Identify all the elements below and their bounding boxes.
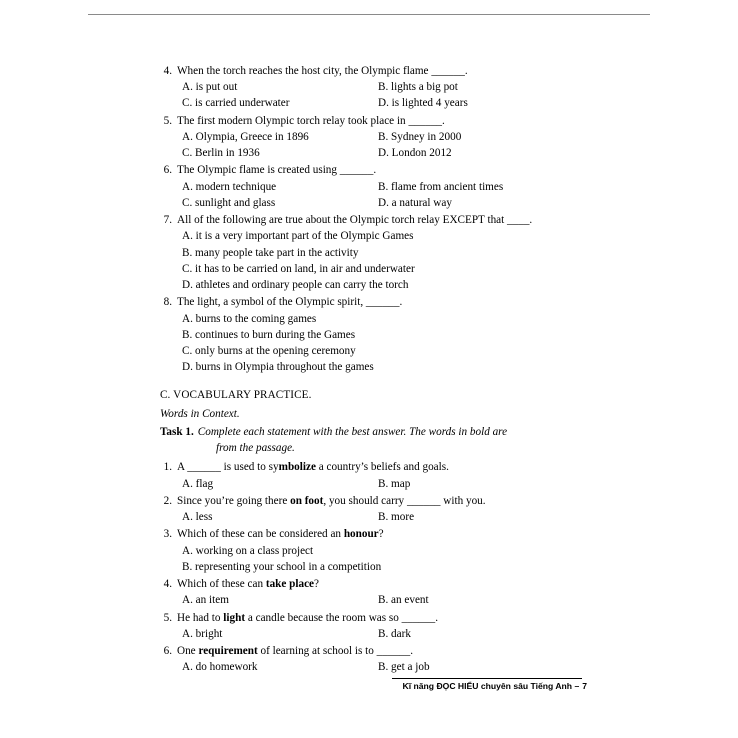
option-b[interactable]: B. an event bbox=[378, 594, 429, 607]
question-number: 5. bbox=[163, 114, 172, 127]
bold-word: light bbox=[223, 611, 246, 624]
question-number: 4. bbox=[163, 65, 172, 77]
question-number: 7. bbox=[163, 214, 172, 227]
footer-text: Kĩ năng ĐỌC HIỂU chuyên sâu Tiếng Anh – bbox=[402, 681, 580, 691]
option-c[interactable]: C. only burns at the opening ceremony bbox=[182, 344, 356, 357]
option-d[interactable]: D. athletes and ordinary people can carry the torch bbox=[182, 279, 409, 292]
option-a[interactable]: A. do homework bbox=[182, 661, 258, 674]
vocab-question-item bbox=[160, 459, 580, 475]
bold-word: requirement bbox=[198, 644, 258, 657]
option-b[interactable]: B. continues to burn during the Games bbox=[182, 328, 356, 341]
question-item bbox=[160, 113, 580, 129]
option-a[interactable]: A. modern technique bbox=[182, 180, 277, 193]
question-item bbox=[160, 162, 580, 178]
option-b[interactable]: B. more bbox=[378, 511, 415, 524]
question-stem: When the torch reaches the host city, the Olympic flame ______. bbox=[177, 65, 468, 77]
question-stem: One requirement of learning at school is to ______. bbox=[177, 644, 414, 657]
option-a[interactable]: A. less bbox=[182, 511, 213, 524]
question-stem: He had to light a candle because the room was so ______. bbox=[177, 611, 438, 624]
bold-word: mbolize bbox=[278, 461, 316, 474]
option-d[interactable]: D. a natural way bbox=[378, 196, 452, 209]
option-a[interactable]: A. burns to the coming games bbox=[182, 312, 317, 325]
option-row bbox=[182, 195, 580, 211]
question-stem: The first modern Olympic torch relay took place in ______. bbox=[177, 114, 445, 127]
vocab-question-item bbox=[160, 493, 580, 509]
question-number: 3. bbox=[163, 528, 172, 541]
option-b[interactable]: B. dark bbox=[378, 627, 411, 640]
vocab-question-item bbox=[160, 610, 580, 626]
question-stem: The light, a symbol of the Olympic spirit, ______. bbox=[177, 296, 403, 309]
footer-divider bbox=[392, 678, 582, 679]
option-b[interactable]: B. representing your school in a competition bbox=[182, 560, 382, 573]
question-number: 1. bbox=[163, 461, 172, 474]
option-c[interactable]: C. is carried underwater bbox=[182, 97, 290, 110]
option-row bbox=[182, 95, 580, 111]
question-number: 6. bbox=[163, 164, 172, 177]
option-b[interactable]: B. map bbox=[378, 477, 411, 490]
task-instruction bbox=[160, 424, 580, 440]
page-content bbox=[160, 62, 580, 675]
option-row bbox=[182, 659, 580, 675]
question-number: 8. bbox=[163, 296, 172, 309]
option-b[interactable]: B. flame from ancient times bbox=[378, 180, 504, 193]
option-d[interactable]: D. London 2012 bbox=[378, 147, 452, 160]
question-number: 5. bbox=[163, 611, 172, 624]
option-d[interactable]: D. burns in Olympia throughout the games bbox=[182, 361, 374, 374]
option-b[interactable]: B. many people take part in the activity bbox=[182, 246, 359, 259]
option-row bbox=[182, 509, 580, 525]
task-label: Task 1. bbox=[160, 425, 194, 438]
option-c[interactable]: C. sunlight and glass bbox=[182, 196, 276, 209]
option-a[interactable]: A. it is a very important part of the Olympic Games bbox=[182, 230, 414, 243]
option-b[interactable]: B. get a job bbox=[378, 661, 430, 674]
option-c[interactable]: C. it has to be carried on land, in air and underwater bbox=[182, 262, 415, 275]
bold-word: honour bbox=[343, 528, 379, 541]
option-row bbox=[182, 129, 580, 145]
option-a[interactable]: A. an item bbox=[182, 594, 229, 607]
bold-word: on foot bbox=[290, 494, 324, 507]
question-stem: Which of these can be considered an honour? bbox=[177, 528, 384, 541]
section-subheading: Words in Context. bbox=[160, 407, 240, 420]
question-stem: Which of these can take place? bbox=[177, 578, 319, 591]
vocab-question-item bbox=[160, 576, 580, 592]
question-item bbox=[160, 212, 580, 228]
option-row bbox=[182, 592, 580, 608]
option-a[interactable]: A. Olympia, Greece in 1896 bbox=[182, 130, 309, 143]
question-item bbox=[160, 63, 580, 79]
option-row bbox=[182, 179, 580, 195]
question-number: 4. bbox=[163, 578, 172, 591]
section-heading: C. VOCABULARY PRACTICE. bbox=[160, 389, 312, 402]
question-stem: All of the following are true about the Olympic torch relay EXCEPT that ____. bbox=[177, 214, 533, 227]
question-stem: Since you’re going there on foot, you should carry ______ with you. bbox=[177, 494, 486, 507]
bold-word: take place bbox=[265, 578, 315, 591]
option-a[interactable]: A. is put out bbox=[182, 81, 238, 94]
option-a[interactable]: A. flag bbox=[182, 477, 214, 490]
task-text: Complete each statement with the best answer. The words in bold are bbox=[197, 425, 508, 438]
option-row bbox=[182, 79, 580, 95]
option-row bbox=[182, 626, 580, 642]
question-number: 6. bbox=[163, 644, 172, 657]
option-c[interactable]: C. Berlin in 1936 bbox=[182, 147, 260, 160]
option-row bbox=[182, 476, 580, 492]
question-stem: The Olympic flame is created using ______. bbox=[177, 164, 377, 177]
question-item bbox=[160, 294, 580, 310]
page-number: 7 bbox=[582, 681, 587, 691]
option-b[interactable]: B. Sydney in 2000 bbox=[378, 130, 462, 143]
option-d[interactable]: D. is lighted 4 years bbox=[378, 97, 468, 110]
task-text-continued: from the passage. bbox=[216, 442, 295, 455]
option-b[interactable]: B. lights a big pot bbox=[378, 81, 458, 94]
option-a[interactable]: A. working on a class project bbox=[182, 544, 314, 557]
option-row bbox=[182, 145, 580, 161]
header-divider bbox=[88, 14, 650, 15]
vocab-question-item bbox=[160, 643, 580, 659]
vocab-question-item bbox=[160, 526, 580, 542]
page-footer bbox=[392, 681, 587, 691]
question-stem: A ______ is used to symbolize a country’s beliefs and goals. bbox=[177, 461, 449, 474]
option-a[interactable]: A. bright bbox=[182, 627, 223, 640]
question-number: 2. bbox=[163, 494, 172, 507]
